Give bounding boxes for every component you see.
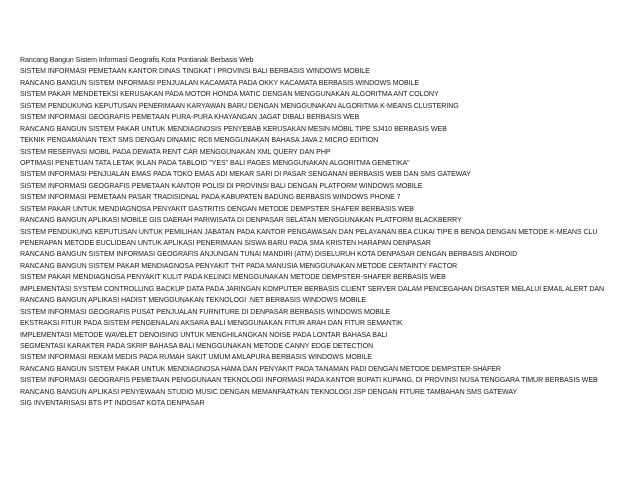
list-item: RANCANG BANGUN SISTEM INFORMASI PENJUALAN KACAMATA PADA OKKY KACAMATA BERBASIS WINDOWS MOBILE bbox=[20, 79, 420, 87]
list-item: SISTEM INFORMASI REKAM MEDIS PADA RUMAH SAKIT UMUM AMLAPURA BERBASIS WINDOWS MOBILE bbox=[20, 354, 372, 362]
list-item: SEGMENTASI KARAKTER PADA SKRIP BAHASA BALI MENGGUNAKAN METODE CANNY EDGE DETECTION bbox=[20, 342, 374, 350]
list-item: RANCANG BANGUN APLIKASI HADIST MENGGUNAKAN TEKNOLOGI .NET BERBASIS WINDOWS MOBILE bbox=[20, 297, 367, 305]
list-item: IMPLEMENTASI METODE WAVELET DENOISING UNTUK MENGHILANGKAN NOISE PADA LONTAR BAHASA BALI bbox=[20, 331, 388, 339]
list-item: SISTEM INFORMASI GEOGRAFIS PUSAT PENJUALAN FURNITURE DI DENPASAR BERBASIS WINDOWS MOBILE bbox=[20, 308, 391, 316]
list-item: SIG INVENTARISASI BTS PT INDOSAT KOTA DENPASAR bbox=[20, 400, 205, 408]
list-item: RANCANG BANGUN SISTEM PAKAR UNTUK MENDIAGNOSIS PENYEBAB KERUSAKAN MESIN MOBIL TIPE SJ410 BERBASIS WEB bbox=[20, 125, 447, 133]
list-item: SISTEM INFORMASI PEMETAAN PASAR TRADISIONAL PADA KABUPATEN BADUNG BERBASIS WINDOWS PHONE 7 bbox=[20, 194, 401, 202]
list-item: RANCANG BANGUN APLIKASI PENYEWAAN STUDIO MUSIC DENGAN MEMANFAATKAN TEKNOLOGI JSP DENGAN FITURE TAMBAHAN SMS GATEWAY bbox=[20, 388, 518, 396]
list-item: PENERAPAN METODE EUCLIDEAN UNTUK APLIKASI PENERIMAAN SISWA BARU PADA SMA KRISTEN HARAPAN DENPASAR bbox=[20, 240, 431, 247]
list-item: SISTEM INFORMASI GEOGRAFIS PEMETAAN PENGGUNAAN TEKNOLOGI INFORMASI PADA KANTOR BUPATI KUPANG, DI PROVINSI NUSA TENGGARA TIMUR BERBASIS WEB bbox=[20, 377, 598, 385]
list-item: SISTEM RESERVASI MOBIL PADA DEWATA RENT CAR MENGGUNAKAN XML QUERY DAN PHP bbox=[20, 148, 331, 156]
list-item: SISTEM PAKAR MENDETEKSI KERUSAKAN PADA MOTOR HONDA MATIC DENGAN MENGGUNAKAN ALGORITMA ANT COLONY bbox=[20, 91, 439, 99]
list-item: IMPLEMENTASI SYSTEM CONTROLLING BACKUP DATA PADA JARINGAN KOMPUTER BERBASIS CLIENT SERVER DALAM PENCEGAHAN DISASTER MELALUI EMAIL ALERT DAN bbox=[20, 285, 605, 293]
list-item: RANCANG BANGUN APLIKASI MOBILE GIS DAERAH PARIWISATA DI DENPASAR SELATAN MENGGUNAKAN PLATFORM BLACKBERRY bbox=[20, 217, 462, 225]
list-item: SISTEM PENDUKUNG KEPUTUSAN PENERIMAAN KARYAWAN BARU DENGAN MENGGUNAKAN ALGORITMA K-MEANS CLUSTERING bbox=[20, 102, 459, 110]
list-item: OPTIMASI PENETUAN TATA LETAK IKLAN PADA TABLOID "YES" BALI PAGES MENGGUNAKAN ALGORITMA GENETIKA" bbox=[20, 159, 410, 167]
list-item: SISTEM INFORMASI PENJUALAN EMAS PADA TOKO EMAS ADI MEKAR SARI DI PASAR SENGANAN BERBASIS WEB DAN SMS GATEWAY bbox=[20, 171, 471, 179]
list-item: SISTEM INFORMASI GEOGRAFIS PEMETAAN KANTOR POLISI DI PROVINSI BALI DENGAN PLATFORM WINDOWS MOBILE bbox=[20, 182, 423, 190]
list-item: TEKNIK PENGAMANAN TEXT SMS DENGAN DINAMIC RC6 MENGGUNAKAN BAHASA JAVA 2 MICRO EDITION bbox=[20, 137, 379, 145]
title-list bbox=[20, 55, 638, 410]
list-item: SISTEM PAKAR MENDIAGNOSA PENYAKIT KULIT PADA KELINCI MENGGUNAKAN METODE DEMPSTER-SHAFER BERBASIS WEB bbox=[20, 274, 446, 282]
list-item: RANCANG BANGUN SISTEM PAKAR UNTUK MENDIAGNOSA HAMA DAN PENYAKIT PADA TANAMAN PADI DENGAN METODE DEMPSTER-SHAFER bbox=[20, 365, 501, 373]
list-item: RANCANG BANGUN SISTEM PAKAR MENDIAGNOSA PENYAKIT THT PADA MANUSIA MENGGUNAKAN METODE CERTAINTY FACTOR bbox=[20, 262, 458, 270]
list-item: SISTEM INFORMASI PEMETAAN KANTOR DINAS TINGKAT I PROVINSI BALI BERBASIS WINDOWS MOBILE bbox=[20, 68, 370, 76]
list-item: Rancang Bangun Sistem Informasi Geografis Kota Pontianak Berbasis Web bbox=[20, 57, 254, 64]
list-item: EKSTRAKSI FITUR PADA SISTEM PENGENALAN AKSARA BALI MENGGUNAKAN FITUR ARAH DAN FITUR SEMANTIK bbox=[20, 320, 403, 328]
list-item: SISTEM PAKAR UNTUK MENDIAGNOSA PENYAKIT GASTRITIS DENGAN METODE DEMPSTER SHAFER BERBASIS WEB bbox=[20, 205, 414, 213]
list-item: RANCANG BANGUN SISTEM INFORMASI GEOGRAFIS ANJUNGAN TUNAI MANDIRI (ATM) DISELURUH KOTA DENPASAR DENGAN BERBASIS ANDROID bbox=[20, 251, 518, 259]
list-item: SISTEM INFORMASI GEOGRAFIS PEMETAAN PURA-PURA KHAYANGAN JAGAT DIBALI BERBASIS WEB bbox=[20, 114, 360, 122]
list-item: SISTEM PENDUKUNG KEPUTUSAN UNTUK PEMILIHAN JABATAN PADA KANTOR PENGAWASAN DAN PELAYANAN BEA CUKAI TIPE B BENOA DENGAN METODE K-MEANS CLU bbox=[20, 228, 598, 236]
